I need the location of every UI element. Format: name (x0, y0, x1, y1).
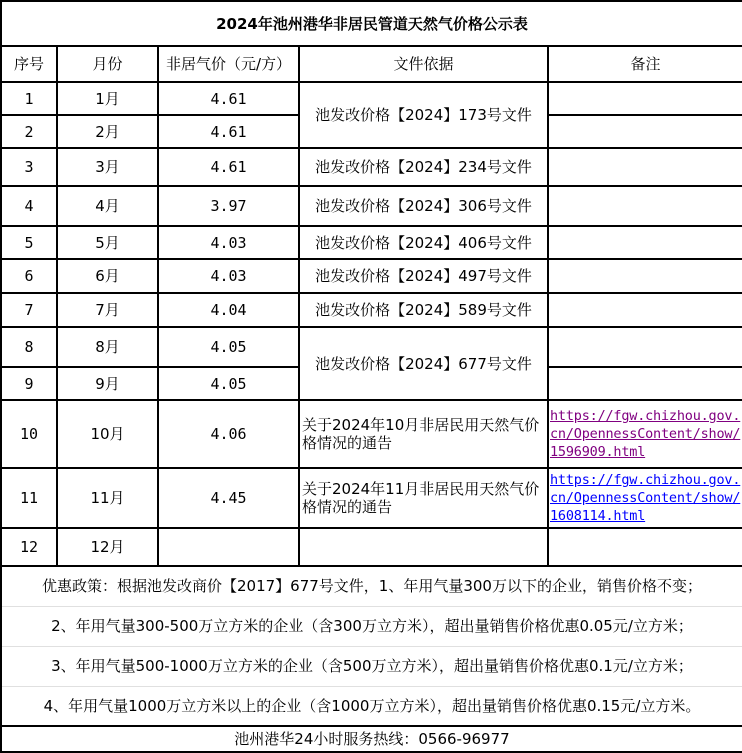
row-basis: 池发改价格【2024】677号文件 (299, 327, 548, 400)
policy-tier-2: 2、年用气量300-500万立方米的企业（含300万立方米），超出量销售价格优惠0.05元/立方米； (1, 606, 742, 646)
row-remark (548, 367, 742, 400)
row-price: 4.06 (158, 400, 299, 468)
row-index: 9 (1, 367, 57, 400)
table-row (1, 226, 742, 259)
row-index: 3 (1, 148, 57, 186)
row-remark (548, 148, 742, 186)
row-price: 4.04 (158, 293, 299, 327)
row-month: 7月 (57, 293, 158, 327)
row-price: 4.03 (158, 259, 299, 293)
row-price: 4.05 (158, 367, 299, 400)
row-remark (548, 115, 742, 148)
row-index: 11 (1, 468, 57, 528)
row-basis: 池发改价格【2024】497号文件 (299, 259, 548, 293)
header-row (1, 46, 742, 82)
row-index: 5 (1, 226, 57, 259)
header-month: 月份 (57, 46, 158, 82)
row-month: 12月 (57, 528, 158, 566)
policy-tier-4: 4、年用气量1000万立方米以上的企业（含1000万立方米），超出量销售价格优惠0.15元/立方米。 (1, 686, 742, 726)
row-basis: 池发改价格【2024】173号文件 (299, 82, 548, 148)
row-index: 10 (1, 400, 57, 468)
policy-row (1, 686, 742, 726)
row-month: 6月 (57, 259, 158, 293)
nov-notice-link[interactable]: https://fgw.chizhou.gov.cn/OpennessContent/show/1608114.html (550, 472, 741, 524)
row-price (158, 528, 299, 566)
row-basis: 池发改价格【2024】589号文件 (299, 293, 548, 327)
title-row (1, 1, 742, 46)
row-index: 2 (1, 115, 57, 148)
row-month: 4月 (57, 186, 158, 226)
row-price: 4.61 (158, 82, 299, 115)
policy-row (1, 566, 742, 606)
row-basis: 关于2024年10月非居民用天然气价格情况的通告 (299, 400, 548, 468)
row-index: 8 (1, 327, 57, 367)
row-month: 5月 (57, 226, 158, 259)
table-row (1, 148, 742, 186)
hotline-row (1, 726, 742, 752)
header-basis: 文件依据 (299, 46, 548, 82)
header-remark: 备注 (548, 46, 742, 82)
row-remark (548, 259, 742, 293)
row-basis (299, 528, 548, 566)
row-basis: 池发改价格【2024】234号文件 (299, 148, 548, 186)
row-month: 1月 (57, 82, 158, 115)
row-index: 4 (1, 186, 57, 226)
policy-intro: 优惠政策：根据池发改商价【2017】677号文件，1、年用气量300万以下的企业，销售价格不变； (1, 566, 742, 606)
row-index: 7 (1, 293, 57, 327)
policy-row (1, 606, 742, 646)
service-hotline: 池州港华24小时服务热线：0566-96977 (1, 726, 742, 752)
row-remark (548, 468, 742, 528)
row-remark (548, 400, 742, 468)
policy-tier-3: 3、年用气量500-1000万立方米的企业（含500万立方米），超出量销售价格优惠0.1元/立方米； (1, 646, 742, 686)
table-row (1, 259, 742, 293)
table-row (1, 293, 742, 327)
table-row (1, 400, 742, 468)
header-index: 序号 (1, 46, 57, 82)
row-price: 4.45 (158, 468, 299, 528)
row-price: 4.61 (158, 148, 299, 186)
header-price: 非居气价（元/方） (158, 46, 299, 82)
table-row (1, 528, 742, 566)
row-price: 3.97 (158, 186, 299, 226)
row-index: 1 (1, 82, 57, 115)
row-month: 2月 (57, 115, 158, 148)
row-month: 8月 (57, 327, 158, 367)
table-row (1, 468, 742, 528)
row-price: 4.05 (158, 327, 299, 367)
row-price: 4.61 (158, 115, 299, 148)
row-index: 12 (1, 528, 57, 566)
table-row (1, 186, 742, 226)
row-month: 9月 (57, 367, 158, 400)
row-basis: 池发改价格【2024】306号文件 (299, 186, 548, 226)
oct-notice-link[interactable]: https://fgw.chizhou.gov.cn/OpennessContent/show/1596909.html (550, 408, 741, 460)
row-month: 10月 (57, 400, 158, 468)
row-remark (548, 226, 742, 259)
row-price: 4.03 (158, 226, 299, 259)
row-remark (548, 293, 742, 327)
row-remark (548, 186, 742, 226)
row-basis: 池发改价格【2024】406号文件 (299, 226, 548, 259)
row-remark (548, 82, 742, 115)
row-remark (548, 327, 742, 367)
row-index: 6 (1, 259, 57, 293)
row-remark (548, 528, 742, 566)
row-month: 3月 (57, 148, 158, 186)
table-title: 2024年池州港华非居民管道天然气价格公示表 (1, 1, 742, 46)
row-basis: 关于2024年11月非居民用天然气价格情况的通告 (299, 468, 548, 528)
row-month: 11月 (57, 468, 158, 528)
policy-row (1, 646, 742, 686)
table-row (1, 327, 742, 367)
table-row (1, 82, 742, 115)
